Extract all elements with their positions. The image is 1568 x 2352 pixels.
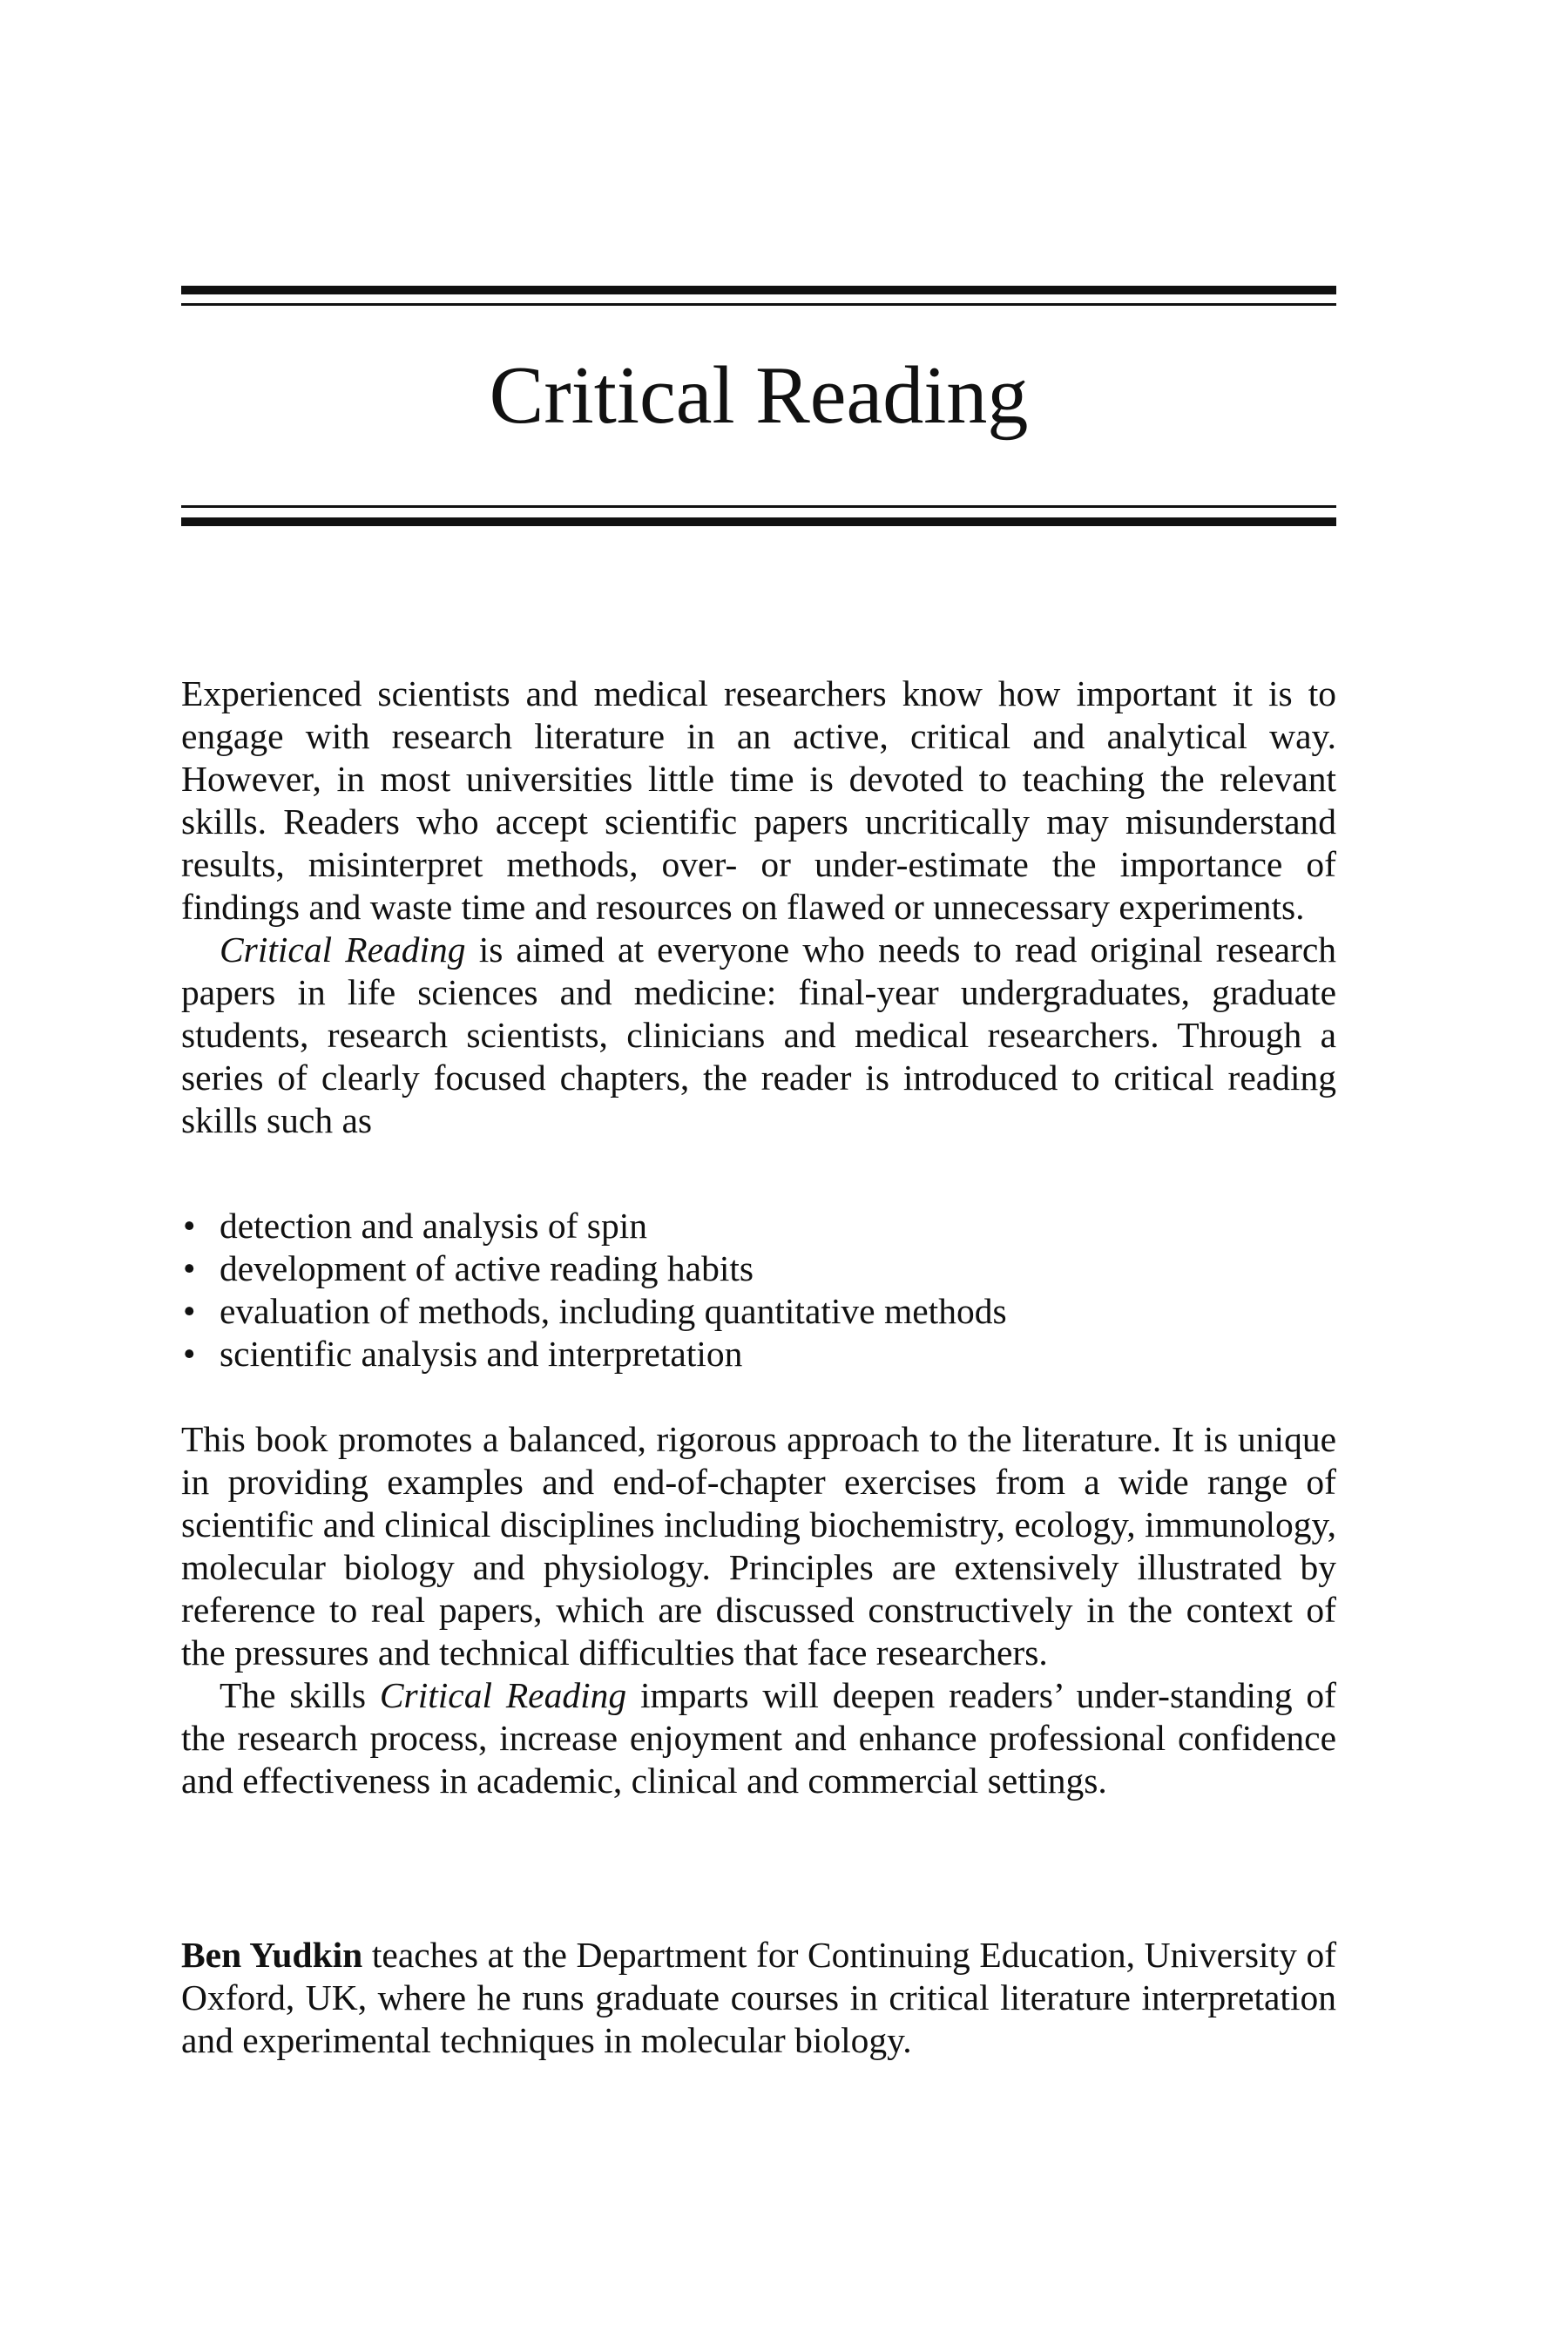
bullet-icon: •	[183, 1248, 196, 1288]
promo-paragraph-2-text: imparts will deepen readers’ under-standing of the research process, increase enjoyment and enhance professional confidence and effectiveness in academic, clinical and commercial settings.	[181, 1675, 1336, 1801]
skills-item-text: scientific analysis and interpretation	[220, 1334, 743, 1374]
skills-item-text: detection and analysis of spin	[220, 1206, 647, 1246]
promo-paragraph-2	[181, 1674, 1336, 1802]
description-block	[181, 672, 1336, 1142]
description-paragraph-1: Experienced scientists and medical researchers know how important it is to engage with research literature in an active, critical and analytical way. However, in most universities little time is devoted to teaching the relevant skills. Readers who accept scientific papers uncritically may misunderstand results, misinterpret methods, over- or under-estimate the importance of findings and waste time and resources on flawed or unnecessary experiments.	[181, 673, 1336, 927]
description-paragraph-2-text: is aimed at everyone who needs to read original research papers in life sciences and medicine: final-year undergraduates, graduate students, research scientists, clinicians and medical researchers. Through a series of clearly focused chapters, the reader is introduced to critical reading skills such as	[181, 929, 1336, 1140]
bullet-icon: •	[183, 1291, 196, 1331]
book-title-italic: Critical Reading	[220, 929, 466, 970]
title-rule-bottom-thick	[181, 517, 1336, 526]
promo-paragraph-1: This book promotes a balanced, rigorous approach to the literature. It is unique in providing examples and end-of-chapter exercises from a wide range of scientific and clinical disciplines including biochemistry, ecology, immunology, molecular biology and physiology. Principles are extensively illustrated by reference to real papers, which are discussed constructively in the context of the pressures and technical difficulties that face researchers.	[181, 1419, 1336, 1673]
skills-list-item	[181, 1205, 1336, 1247]
skills-item-text: evaluation of methods, including quantitative methods	[220, 1291, 1007, 1331]
page-title: Critical Reading	[489, 350, 1029, 441]
bullet-icon: •	[183, 1334, 196, 1374]
skills-item-text: development of active reading habits	[220, 1248, 754, 1288]
title-rule-bottom-thin	[181, 505, 1336, 508]
author-name: Ben Yudkin	[181, 1935, 363, 1975]
title-rule-top-thick	[181, 286, 1336, 294]
description-paragraph-2	[181, 929, 1336, 1142]
bullet-icon: •	[183, 1206, 196, 1246]
promo-paragraph-2-lead: The skills	[220, 1675, 380, 1715]
title-rule-top-thin	[181, 303, 1336, 306]
book-title-italic: Critical Reading	[379, 1675, 627, 1715]
author-bio	[181, 1934, 1336, 2062]
author-bio-block	[181, 1934, 1336, 2062]
skills-list-item	[181, 1333, 1336, 1375]
skills-list-item	[181, 1247, 1336, 1290]
skills-list	[181, 1205, 1336, 1375]
skills-list-item	[181, 1290, 1336, 1333]
promo-block	[181, 1418, 1336, 1802]
author-bio-text: teaches at the Department for Continuing Education, University of Oxford, UK, where he runs graduate courses in critical literature interpretation and experimental techniques in molecular biology.	[181, 1935, 1337, 2060]
